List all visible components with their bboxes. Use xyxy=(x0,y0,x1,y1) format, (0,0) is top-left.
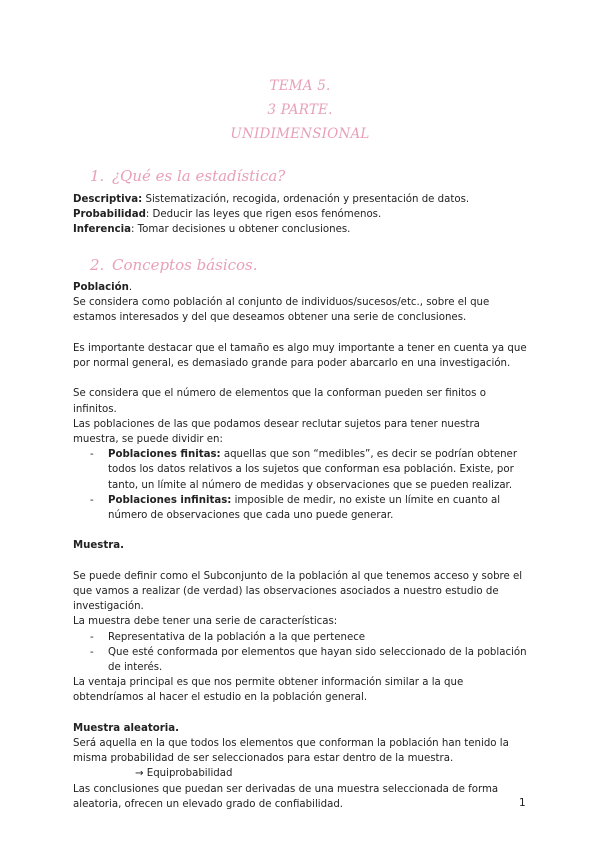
muestra-paragraph-2: La muestra debe tener una serie de características: xyxy=(73,616,338,628)
title-line-2: 3 PARTE. xyxy=(267,102,333,118)
section-2-number: 2. xyxy=(90,256,105,274)
muestra-aleatoria-paragraph-1: Será aquella en la que todos los elementos que conforman la población han tenido la misma probabilidad de ser seleccionados para estar dentro de la muestra. xyxy=(73,738,509,765)
poblacion-label: Población xyxy=(73,282,129,293)
text-finitas: aquellas que son “medibles”, es decir se podrían obtener todos los datos relativos a los sujetos que conforman esa población. Existe, por tanto, un límite al número de medidas y observaciones que se pueden realizar. xyxy=(108,449,518,491)
muestra-aleatoria-paragraph-2: Las conclusiones que puedan ser derivadas de una muestra seleccionada de forma aleatoria, ofrecen un elevado grado de confiabilidad. xyxy=(73,783,499,810)
list-item-finitas xyxy=(73,447,528,493)
term-inferencia: Inferencia xyxy=(73,224,131,236)
text-descriptiva: Sistematización, recogida, ordenación y presentación de datos. xyxy=(142,194,470,205)
section-1-body xyxy=(73,192,528,238)
dash-bullet: - xyxy=(90,494,94,506)
term-probabilidad: Probabilidad xyxy=(73,209,146,221)
dash-bullet: - xyxy=(90,646,94,658)
poblacion-label-suffix: . xyxy=(128,282,133,293)
text-probabilidad: : Deducir las leyes que rigen esos fenómenos. xyxy=(145,209,382,221)
poblacion-types-list xyxy=(73,447,528,523)
list-item-conformada xyxy=(73,645,528,675)
title-line-3: UNIDIMENSIONAL xyxy=(230,126,370,142)
text-inferencia: : Tomar decisiones u obtener conclusiones. xyxy=(130,224,351,236)
poblacion-paragraph-1: Se considera como población al conjunto de individuos/sucesos/etc., sobre el que estamos interesados y del que deseamos obtener una serie de conclusiones. xyxy=(73,297,490,324)
definition-inferencia xyxy=(73,222,528,237)
title-line-1: TEMA 5. xyxy=(269,78,331,94)
poblacion-paragraph-3b: Las poblaciones de las que podamos desear reclutar sujetos para tener nuestra muestra, se puede dividir en: xyxy=(73,418,480,445)
equiprobabilidad-note: → Equiprobabilidad xyxy=(135,768,233,780)
section-1-title: ¿Qué es la estadística? xyxy=(112,167,286,185)
section-2-title: Conceptos básicos. xyxy=(112,256,258,274)
text-representativa: Representativa de la población a la que pertenece xyxy=(108,631,366,643)
dash-bullet: - xyxy=(90,631,94,643)
page-number: 1 xyxy=(519,797,526,809)
section-1-number: 1. xyxy=(90,167,105,185)
term-infinitas: Poblaciones infinitas: xyxy=(108,494,232,506)
section-1-heading xyxy=(90,167,285,185)
muestra-paragraph-1: Se puede definir como el Subconjunto de la población al que tenemos acceso y sobre el que vamos a realizar (de verdad) las observaciones asociados a nuestro estudio de investigación. xyxy=(73,570,523,613)
muestra-paragraph-3: La ventaja principal es que nos permite obtener información similar a la que obtendríamos al hacer el estudio en la población general. xyxy=(73,677,464,704)
term-descriptiva: Descriptiva: xyxy=(73,194,143,205)
term-finitas: Poblaciones finitas: xyxy=(108,449,221,461)
muestra-aleatoria-heading: Muestra aleatoria. xyxy=(73,722,179,734)
section-2-heading xyxy=(90,256,258,274)
poblacion-heading xyxy=(73,280,528,295)
muestra-heading: Muestra. xyxy=(73,540,125,552)
text-conformada: Que esté conformada por elementos que hayan sido seleccionado de la población de interés. xyxy=(108,646,527,674)
list-item-infinitas xyxy=(73,493,528,523)
dash-bullet: - xyxy=(90,449,94,461)
poblacion-paragraph-3a: Se considera que el número de elementos que la conforman pueden ser finitos o infinitos. xyxy=(73,388,486,415)
list-item-representativa xyxy=(73,630,528,645)
document-title xyxy=(0,74,600,146)
text-infinitas: imposible de medir, no existe un límite en cuanto al número de observaciones que cada uno puede generar. xyxy=(108,494,501,522)
definition-probabilidad xyxy=(73,207,528,222)
section-2-body xyxy=(73,280,528,812)
muestra-characteristics-list xyxy=(73,630,528,676)
poblacion-paragraph-2: Es importante destacar que el tamaño es algo muy importante a tener en cuenta ya que por normal general, es demasiado grande para poder abarcarlo en una investigación. xyxy=(73,342,527,369)
definition-descriptiva xyxy=(73,192,528,207)
